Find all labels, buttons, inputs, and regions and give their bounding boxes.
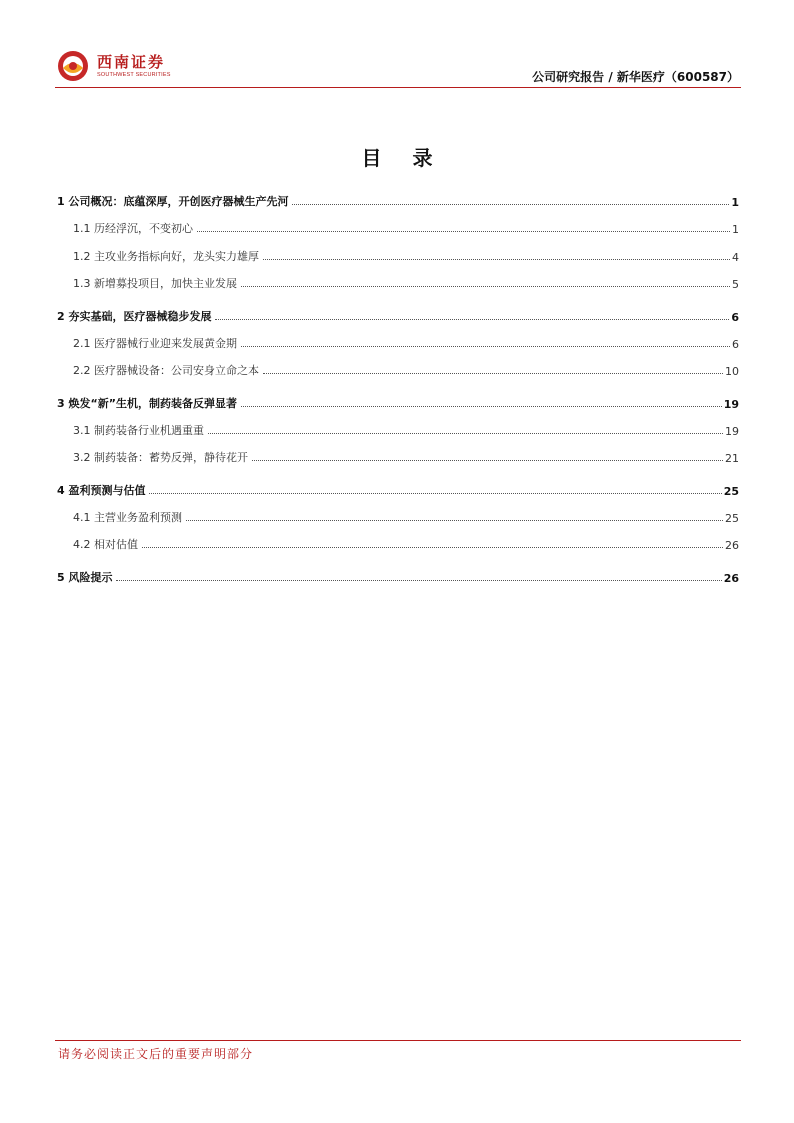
toc-entry[interactable] [57, 478, 739, 498]
toc-entry[interactable] [57, 445, 739, 465]
toc-entry-label: 1.2 主攻业务指标向好，龙头实力雄厚 [73, 250, 259, 263]
toc-leader-dots [292, 203, 729, 205]
toc-entry-label: 2.1 医疗器械行业迎来发展黄金期 [73, 337, 237, 350]
toc-entry-page: 1 [732, 223, 739, 236]
toc-leader-dots [241, 405, 722, 407]
toc-entry[interactable] [57, 358, 739, 378]
toc-entry-label: 5 风险提示 [57, 571, 113, 584]
toc-entry[interactable] [57, 565, 739, 585]
logo-english-name: SOUTHWEST SECURITIES [97, 72, 171, 78]
toc-leader-dots [186, 519, 723, 521]
toc-entry-page: 25 [725, 512, 739, 525]
logo-mark-icon [57, 50, 89, 82]
toc-entry[interactable] [57, 216, 739, 236]
header-divider [55, 87, 741, 88]
toc-entry-label: 3.2 制药装备：蓄势反弹，静待花开 [73, 451, 248, 464]
toc-entry[interactable] [57, 391, 739, 411]
toc-entry-label: 4.2 相对估值 [73, 538, 138, 551]
toc-entry-page: 5 [732, 278, 739, 291]
toc-entry-label: 3 焕发“新”生机，制药装备反弹显著 [57, 397, 237, 410]
toc-leader-dots [241, 345, 730, 347]
toc-entry[interactable] [57, 304, 739, 324]
toc-entry-label: 4.1 主营业务盈利预测 [73, 511, 182, 524]
toc-entry[interactable] [57, 271, 739, 291]
toc-entry-label: 1 公司概况：底蕴深厚，开创医疗器械生产先河 [57, 195, 289, 208]
toc-leader-dots [241, 285, 730, 287]
toc-entry-label: 1.1 历经浮沉，不变初心 [73, 222, 193, 235]
toc-entry-page: 4 [732, 251, 739, 264]
page-header [55, 44, 741, 90]
toc-heading: 目 录 [361, 146, 445, 170]
toc-entry[interactable] [57, 244, 739, 264]
toc-leader-dots [252, 459, 723, 461]
toc-entry[interactable] [57, 505, 739, 525]
toc-entry-label: 4 盈利预测与估值 [57, 484, 146, 497]
toc-entry[interactable] [57, 418, 739, 438]
toc-leader-dots [208, 432, 723, 434]
toc-entry-page: 6 [732, 338, 739, 351]
toc-entry-page: 1 [731, 196, 739, 209]
footer-divider [55, 1040, 741, 1041]
toc-entry-label: 1.3 新增募投项目，加快主业发展 [73, 277, 237, 290]
toc-leader-dots [142, 546, 723, 548]
toc-entry-page: 25 [723, 485, 739, 498]
toc-entry-page: 19 [723, 398, 739, 411]
toc-entry[interactable] [57, 189, 739, 209]
report-header-title: 公司研究报告 / 新华医疗（600587） [532, 70, 739, 84]
toc-entry-label: 2 夯实基础，医疗器械稳步发展 [57, 310, 212, 323]
toc-entry-page: 6 [731, 311, 739, 324]
toc-entry-page: 10 [725, 365, 739, 378]
toc-entry-label: 3.1 制药装备行业机遇重重 [73, 424, 204, 437]
toc-leader-dots [149, 492, 721, 494]
toc-entry-label: 2.2 医疗器械设备：公司安身立命之本 [73, 364, 259, 377]
toc-leader-dots [263, 372, 723, 374]
toc-entry-page: 21 [725, 452, 739, 465]
toc-leader-dots [116, 579, 721, 581]
toc-entry-page: 26 [725, 539, 739, 552]
toc-entry-page: 26 [723, 572, 739, 585]
toc-entry[interactable] [57, 532, 739, 552]
toc-leader-dots [263, 258, 730, 260]
toc-entry-page: 19 [725, 425, 739, 438]
logo-chinese-name: 西南证券 [97, 53, 166, 71]
toc-leader-dots [197, 230, 730, 232]
toc-leader-dots [215, 318, 729, 320]
footer-disclaimer: 请务必阅读正文后的重要声明部分 [58, 1047, 254, 1061]
company-logo [55, 48, 195, 84]
toc-entry[interactable] [57, 331, 739, 351]
